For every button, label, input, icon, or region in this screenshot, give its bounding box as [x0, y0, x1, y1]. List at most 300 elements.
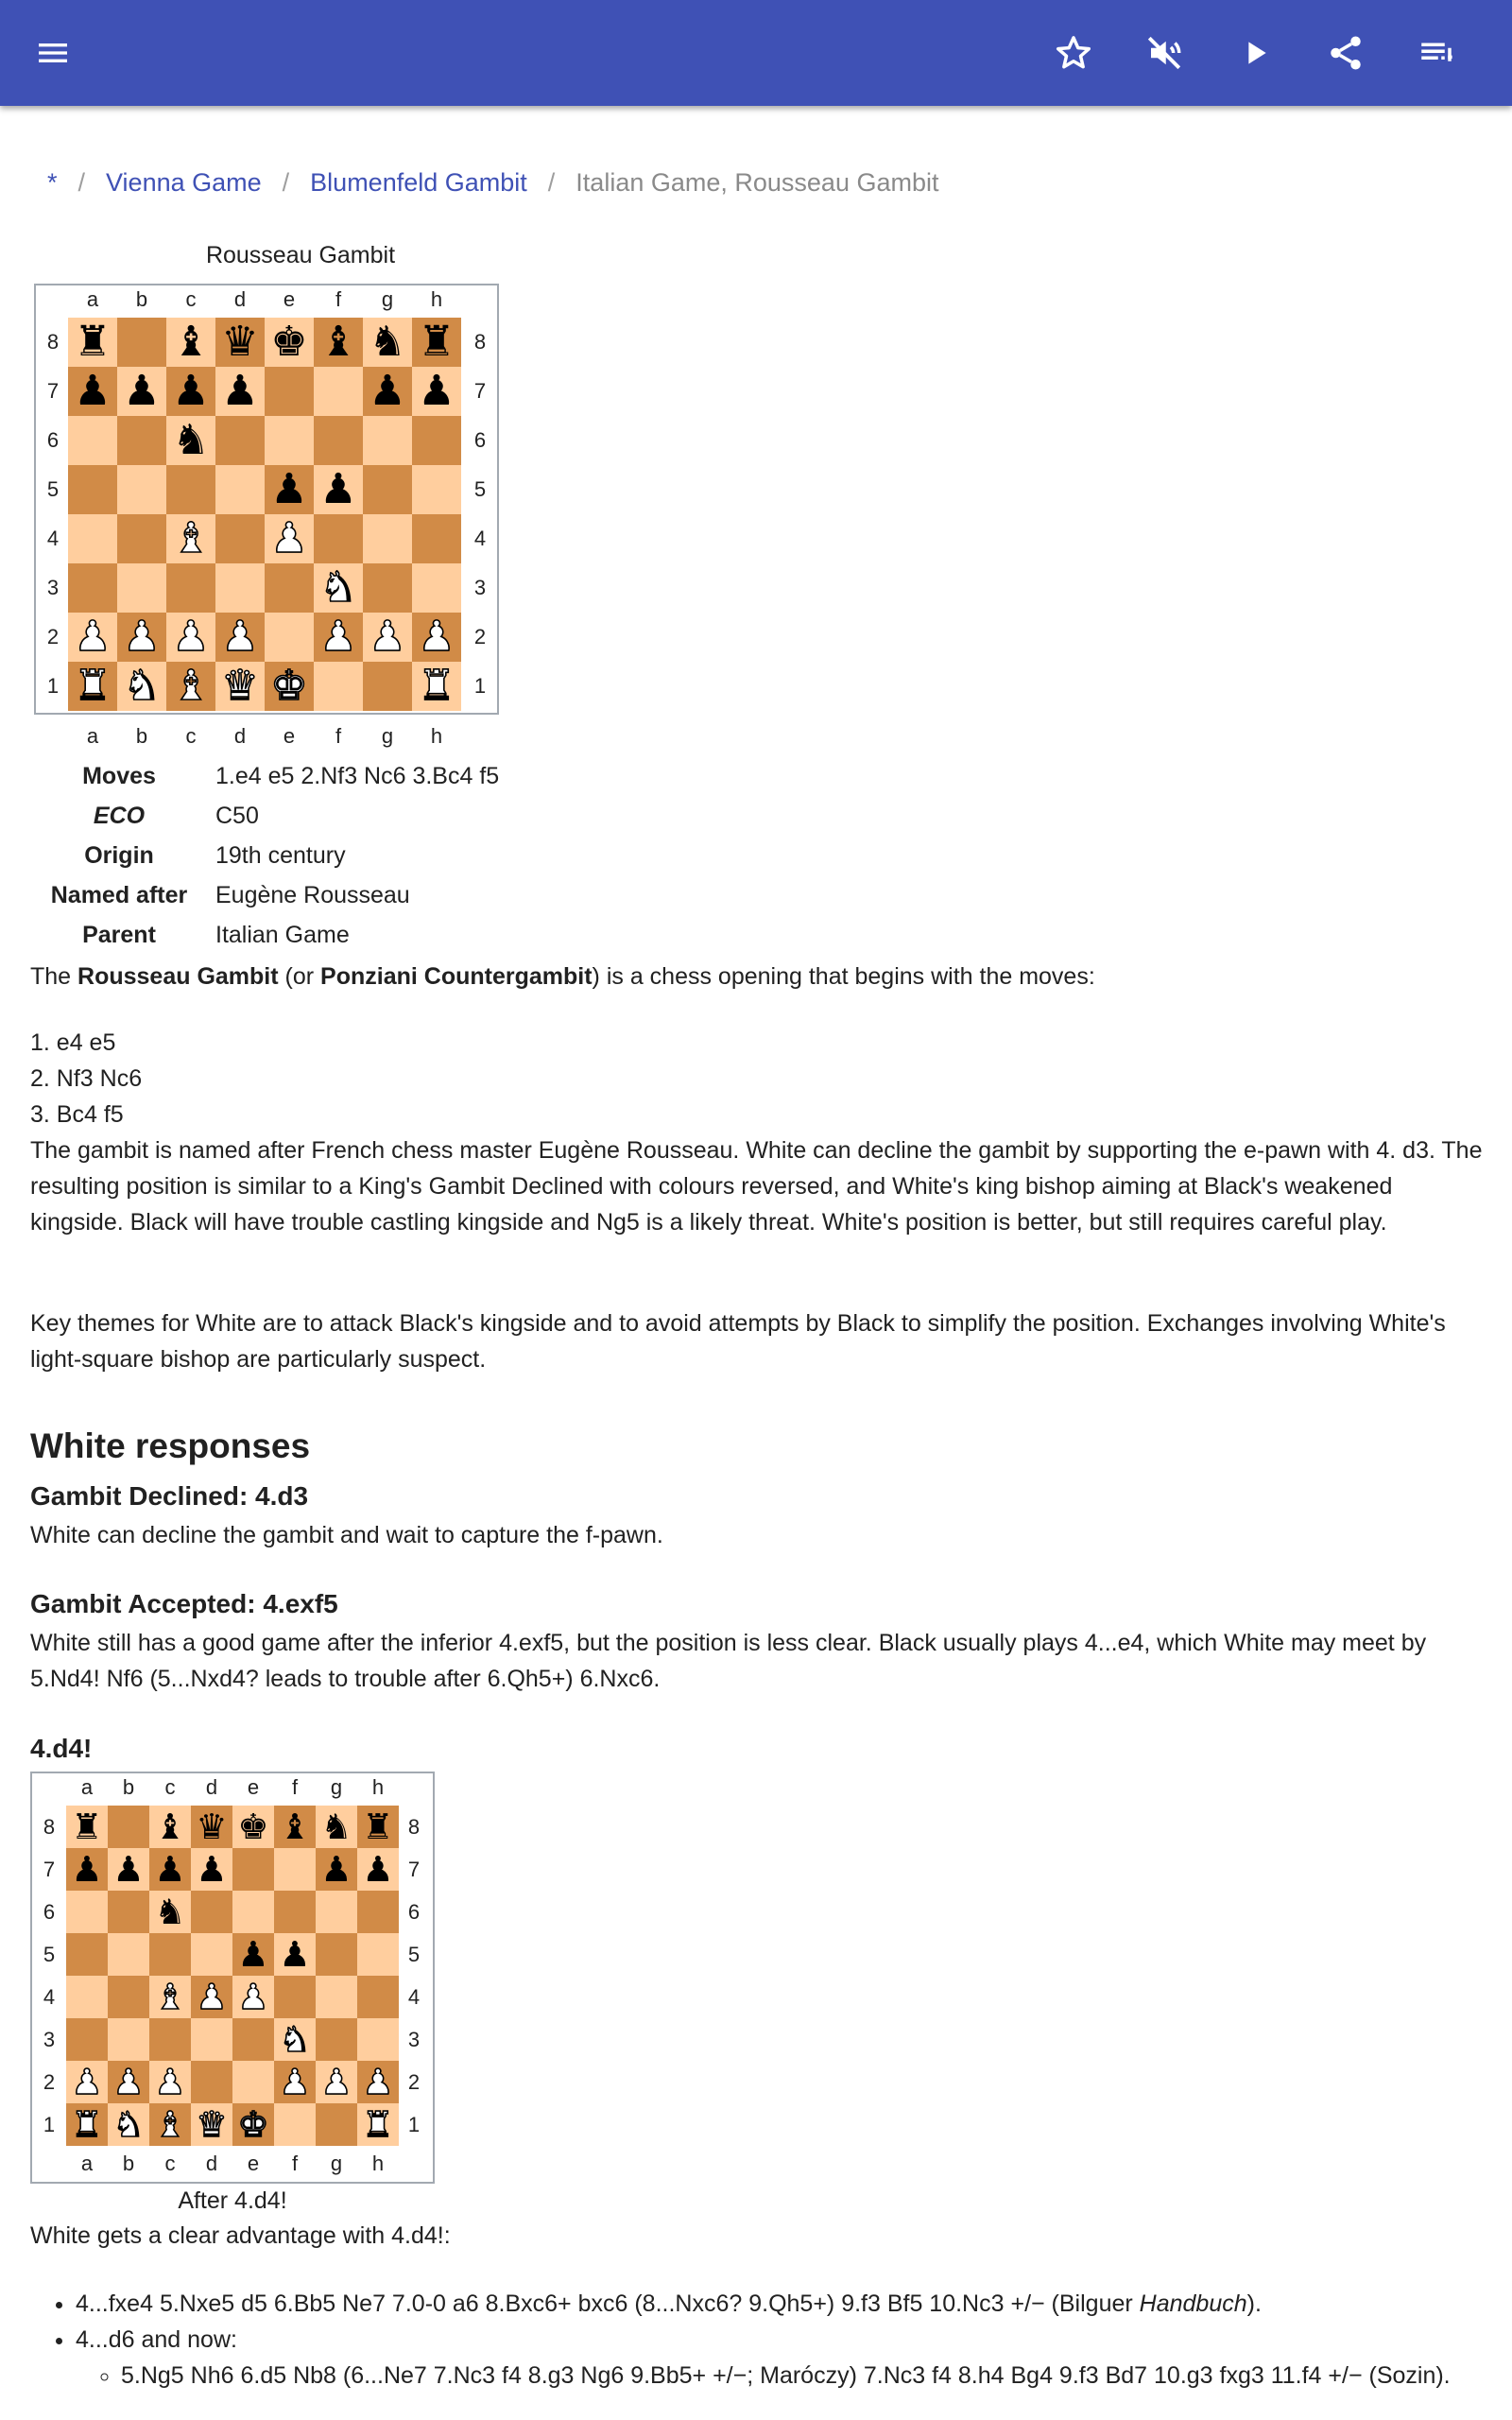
white-pawn-icon: ♟ — [71, 2063, 103, 2101]
board-square — [66, 2018, 108, 2061]
file-label: a — [86, 287, 99, 311]
move-line: 2. Nf3 Nc6 — [30, 1065, 143, 1092]
white-pawn-icon: ♟ — [320, 2063, 352, 2101]
file-label: c — [164, 1775, 176, 1799]
white-pawn-icon: ♟ — [123, 614, 161, 660]
rank-label: 4 — [473, 527, 487, 550]
rank-label: 8 — [46, 330, 60, 354]
black-queen-icon: ♛ — [221, 319, 259, 365]
opening-moves-list — [30, 1025, 1486, 1132]
star-icon[interactable] — [1047, 26, 1100, 79]
black-rook-icon: ♜ — [362, 1807, 394, 1846]
white-queen-icon: ♛ — [196, 2105, 228, 2144]
board-square — [265, 416, 314, 465]
white-bishop-icon: ♝ — [172, 663, 210, 709]
black-rook-icon: ♜ — [418, 319, 455, 365]
black-pawn-icon: ♟ — [362, 1850, 394, 1889]
text-run: 4...fxe4 5.Nxe5 d5 6.Bb5 Ne7 7.0-0 a6 8.Bxc6+ bxc6 (8...Nxc6? 9.Qh5+) 9.f3 Bf5 10.Nc3 +/− (Bilguer — [76, 2290, 1140, 2317]
board-square — [363, 662, 412, 711]
file-label: b — [122, 2152, 135, 2175]
file-label: d — [205, 1775, 218, 1799]
board-square — [357, 1806, 399, 1848]
file-label: d — [233, 724, 247, 748]
board-square — [66, 1848, 108, 1891]
board-square — [357, 1976, 399, 2018]
white-rook-icon: ♜ — [71, 2105, 103, 2144]
board-square — [274, 1891, 316, 1933]
board-square — [166, 367, 215, 416]
board-square — [149, 1976, 191, 2018]
move-line: 3. Bc4 f5 — [30, 1101, 124, 1128]
infobox-row-parent — [34, 915, 499, 955]
infobox-row-eco — [34, 796, 499, 836]
white-knight-icon: ♞ — [112, 2105, 145, 2144]
board-square — [191, 1891, 232, 1933]
black-bishop-icon: ♝ — [154, 1807, 186, 1846]
board-square — [232, 1976, 274, 2018]
file-label: f — [291, 2152, 299, 2175]
file-label: g — [330, 2152, 343, 2175]
rank-label: 7 — [473, 379, 487, 403]
board-square — [316, 1933, 357, 1976]
black-queen-icon: ♛ — [196, 1807, 228, 1846]
board-square — [215, 318, 265, 367]
infobox-value: C50 — [215, 802, 259, 829]
board-square — [314, 514, 363, 563]
board-square — [274, 1806, 316, 1848]
file-label: a — [80, 2152, 94, 2175]
white-pawn-icon: ♟ — [112, 2063, 145, 2101]
black-pawn-icon: ♟ — [123, 368, 161, 414]
white-pawn-icon: ♟ — [172, 614, 210, 660]
file-label: f — [291, 1775, 299, 1799]
rank-label: 3 — [407, 2027, 421, 2051]
black-bishop-icon: ♝ — [319, 319, 357, 365]
rank-label: 6 — [407, 1899, 421, 1924]
file-label: c — [185, 287, 197, 311]
board-square — [191, 1806, 232, 1848]
white-rook-icon: ♜ — [74, 663, 112, 709]
black-pawn-icon: ♟ — [172, 368, 210, 414]
black-pawn-icon: ♟ — [279, 1935, 311, 1974]
volume-off-icon[interactable] — [1138, 26, 1191, 79]
board-square — [265, 662, 314, 711]
rank-label: 5 — [407, 1942, 421, 1966]
black-king-icon: ♚ — [270, 319, 308, 365]
board-square — [412, 613, 461, 662]
infobox-label: ECO — [93, 802, 146, 829]
board-square — [108, 2103, 149, 2146]
board-square — [316, 1806, 357, 1848]
board-square — [265, 514, 314, 563]
board-square — [363, 613, 412, 662]
board-square — [215, 563, 265, 613]
file-label: e — [283, 287, 296, 311]
board-square — [232, 1848, 274, 1891]
white-bishop-icon: ♝ — [172, 515, 210, 562]
white-pawn-icon: ♟ — [279, 2063, 311, 2101]
breadcrumb-separator: / — [282, 168, 290, 197]
text-run: ). — [1246, 2290, 1262, 2317]
board-square — [68, 367, 117, 416]
black-pawn-icon: ♟ — [319, 466, 357, 512]
board-square — [66, 1933, 108, 1976]
board-square — [274, 1848, 316, 1891]
rank-label: 4 — [46, 527, 60, 550]
infobox-label: Moves — [82, 762, 156, 789]
file-label: b — [135, 287, 148, 311]
file-label: h — [430, 287, 443, 311]
board-square — [316, 2103, 357, 2146]
board-square — [363, 367, 412, 416]
board-square — [316, 1848, 357, 1891]
rank-label: 3 — [473, 576, 487, 599]
rank-label: 7 — [43, 1857, 56, 1881]
rank-label: 8 — [43, 1814, 56, 1839]
board-square — [117, 465, 166, 514]
file-label: b — [135, 724, 148, 748]
breadcrumb-link-blumenfeld-gambit[interactable]: Blumenfeld Gambit — [310, 168, 527, 197]
board-square — [191, 1933, 232, 1976]
gambit-description-paragraph: The gambit is named after French chess master Eugène Rousseau. White can decline the gambit by supporting the e-pawn with 4. d3. The resulting position is similar to a King's Gambit Declined with colours reversed, and White's king bishop aiming at Black's weakened kingside. Black will have trouble castling kingside and Ng5 is a likely threat. White's position is better, but still requires careful play. — [30, 1137, 1483, 1236]
white-pawn-icon: ♟ — [418, 614, 455, 660]
board-square — [191, 2018, 232, 2061]
breadcrumb-root-link[interactable]: * — [47, 168, 58, 197]
rank-label: 2 — [46, 625, 60, 648]
board-square — [412, 416, 461, 465]
board-square — [412, 563, 461, 613]
board-square — [166, 514, 215, 563]
black-pawn-icon: ♟ — [237, 1935, 269, 1974]
text-run: The — [30, 963, 78, 990]
board-square — [117, 318, 166, 367]
accepted-paragraph: White still has a good game after the inferior 4.exf5, but the position is less clear. Black usually plays 4...e4, which White may meet by 5.Nd4! Nf6 (5...Nxd4? leads to trouble after 6.Qh5+) 6.Nxc6. — [30, 1630, 1427, 1692]
board-square — [166, 563, 215, 613]
rank-label: 5 — [43, 1942, 56, 1966]
infobox-row-origin — [34, 836, 499, 875]
infobox-value: 19th century — [215, 841, 346, 869]
rank-label: 5 — [46, 477, 60, 501]
infobox-caption: Rousseau Gambit — [205, 242, 396, 268]
board-square — [316, 2018, 357, 2061]
rank-label: 6 — [473, 428, 487, 452]
section-heading: White responses — [30, 1426, 311, 1465]
black-pawn-icon: ♟ — [221, 368, 259, 414]
board-square — [357, 1933, 399, 1976]
board-square — [117, 514, 166, 563]
black-knight-icon: ♞ — [369, 319, 406, 365]
board-square — [274, 1976, 316, 2018]
board-square — [117, 367, 166, 416]
board-square — [363, 514, 412, 563]
board-square — [232, 2061, 274, 2103]
black-pawn-icon: ♟ — [154, 1850, 186, 1889]
white-pawn-icon: ♟ — [362, 2063, 394, 2101]
board-square — [215, 367, 265, 416]
bold-term: Ponziani Countergambit — [320, 963, 593, 990]
infobox-value: Eugène Rousseau — [215, 881, 410, 908]
board-square — [215, 613, 265, 662]
play-icon[interactable] — [1228, 26, 1281, 79]
board-square — [314, 662, 363, 711]
rank-label: 4 — [43, 1984, 56, 2009]
board-square — [363, 318, 412, 367]
share-icon[interactable] — [1319, 26, 1372, 79]
black-knight-icon: ♞ — [320, 1807, 352, 1846]
white-king-icon: ♚ — [237, 2105, 269, 2144]
file-label: e — [247, 1775, 260, 1799]
playlist-icon[interactable] — [1410, 26, 1463, 79]
board-square — [66, 2061, 108, 2103]
file-label: c — [164, 2152, 176, 2175]
move-line: 1. e4 e5 — [30, 1029, 116, 1056]
file-label: h — [430, 724, 443, 748]
white-bishop-icon: ♝ — [154, 1978, 186, 2016]
infobox-label: Named after — [50, 881, 188, 908]
board-square — [166, 318, 215, 367]
file-label: a — [86, 724, 99, 748]
white-bishop-icon: ♝ — [154, 2105, 186, 2144]
bold-term: Rousseau Gambit — [77, 963, 279, 990]
white-knight-icon: ♞ — [123, 663, 161, 709]
board-square — [149, 1933, 191, 1976]
board-square — [314, 367, 363, 416]
black-rook-icon: ♜ — [71, 1807, 103, 1846]
file-label: a — [80, 1775, 94, 1799]
white-knight-icon: ♞ — [279, 2020, 311, 2059]
app-toolbar — [0, 0, 1512, 106]
text-run: ) is a chess opening that begins with the moves: — [592, 963, 1095, 990]
black-pawn-icon: ♟ — [74, 368, 112, 414]
file-label: g — [330, 1775, 343, 1799]
board-square — [215, 662, 265, 711]
white-rook-icon: ♜ — [418, 663, 455, 709]
file-label: e — [247, 2152, 260, 2175]
black-pawn-icon: ♟ — [71, 1850, 103, 1889]
white-queen-icon: ♛ — [221, 663, 259, 709]
black-pawn-icon: ♟ — [270, 466, 308, 512]
board-square — [149, 2061, 191, 2103]
infobox-row-named-after — [34, 875, 499, 915]
board-square — [215, 416, 265, 465]
infobox-value: Italian Game — [215, 921, 350, 948]
board-square — [274, 2061, 316, 2103]
infobox-row-moves — [34, 756, 499, 796]
board-square — [117, 662, 166, 711]
breadcrumb-current: Italian Game, Rousseau Gambit — [576, 168, 939, 197]
white-pawn-icon: ♟ — [319, 614, 357, 660]
rank-label: 6 — [43, 1899, 56, 1924]
white-rook-icon: ♜ — [362, 2105, 394, 2144]
board-square — [68, 416, 117, 465]
board-square — [314, 318, 363, 367]
breadcrumb-separator: / — [547, 168, 556, 197]
board-square — [232, 1891, 274, 1933]
board-square — [108, 1933, 149, 1976]
infobox-table — [34, 756, 499, 955]
board-square — [166, 416, 215, 465]
board-square — [66, 1976, 108, 2018]
board-square — [265, 563, 314, 613]
board-square — [166, 662, 215, 711]
board-square — [274, 2018, 316, 2061]
black-king-icon: ♚ — [237, 1807, 269, 1846]
board-square — [232, 1933, 274, 1976]
board-square — [191, 2061, 232, 2103]
rank-label: 3 — [43, 2027, 56, 2051]
d4-intro-paragraph: White gets a clear advantage with 4.d4!: — [30, 2222, 451, 2249]
file-label: b — [122, 1775, 135, 1799]
board-square — [357, 1891, 399, 1933]
file-label: e — [283, 724, 296, 748]
board-square — [68, 318, 117, 367]
white-knight-icon: ♞ — [319, 564, 357, 611]
list-item — [76, 2286, 1493, 2322]
infobox-label: Parent — [82, 921, 156, 948]
file-label: d — [205, 2152, 218, 2175]
rank-label: 2 — [43, 2069, 56, 2094]
board-square — [66, 2103, 108, 2146]
board-square — [66, 1806, 108, 1848]
rank-label: 8 — [407, 1814, 421, 1839]
variation-list — [76, 2286, 1493, 2394]
board-square — [412, 662, 461, 711]
subsection-heading-accepted: Gambit Accepted: 4.exf5 — [30, 1589, 338, 1618]
board-square — [149, 1848, 191, 1891]
board-square — [108, 1848, 149, 1891]
board-square — [191, 1848, 232, 1891]
black-pawn-icon: ♟ — [320, 1850, 352, 1889]
board-square — [316, 2061, 357, 2103]
board-square — [108, 1891, 149, 1933]
file-label: g — [381, 724, 394, 748]
board-square — [314, 613, 363, 662]
black-bishop-icon: ♝ — [279, 1807, 311, 1846]
white-pawn-icon: ♟ — [196, 1978, 228, 2016]
subsection-heading-d4: 4.d4! — [30, 1734, 93, 1763]
board-square — [191, 2103, 232, 2146]
text-run: (or — [278, 963, 321, 990]
file-label: f — [335, 724, 342, 748]
black-knight-icon: ♞ — [154, 1893, 186, 1931]
key-themes-paragraph: Key themes for White are to attack Black's kingside and to avoid attempts by Black to simplify the position. Exchanges involving White's light-square bishop are particularly suspect. — [30, 1310, 1446, 1373]
board-square — [357, 2061, 399, 2103]
board-square — [149, 1806, 191, 1848]
board-square — [117, 563, 166, 613]
italic-term: Handbuch — [1139, 2290, 1247, 2317]
board-square — [117, 613, 166, 662]
board-square — [316, 1891, 357, 1933]
board-square — [68, 662, 117, 711]
board-square — [149, 2103, 191, 2146]
board-square — [66, 1891, 108, 1933]
board-square — [232, 2018, 274, 2061]
rank-label: 1 — [43, 2112, 56, 2136]
rank-label: 6 — [46, 428, 60, 452]
board-square — [166, 465, 215, 514]
file-label: f — [335, 287, 342, 311]
board-square — [232, 2103, 274, 2146]
board-square — [265, 465, 314, 514]
file-label: h — [371, 2152, 385, 2175]
board-square — [363, 416, 412, 465]
white-pawn-icon: ♟ — [237, 1978, 269, 2016]
d4-board-caption: After 4.d4! — [178, 2187, 287, 2214]
board-square — [108, 1976, 149, 2018]
rank-label: 2 — [407, 2069, 421, 2094]
menu-icon[interactable] — [26, 26, 79, 79]
intro-paragraph — [30, 959, 1486, 994]
board-square — [357, 1848, 399, 1891]
board-square — [265, 367, 314, 416]
board-square — [108, 2018, 149, 2061]
white-pawn-icon: ♟ — [154, 2063, 186, 2101]
sub-variation-list — [76, 2358, 1493, 2394]
breadcrumb — [47, 168, 938, 198]
board-square — [314, 416, 363, 465]
board-square — [363, 563, 412, 613]
file-label: g — [381, 287, 394, 311]
subsection-heading-declined: Gambit Declined: 4.d3 — [30, 1481, 309, 1511]
board-square — [68, 514, 117, 563]
list-item: ◦ 5.Ng5 Nh6 6.d5 Nb8 (6...Ne7 7.Nc3 f4 8.g3 Ng6 9.Bb5+ +/−; Maróczy) 7.Nc3 f4 8.h4 Bg4 9.f3 Bd7 10.g3 fxg3 11.f4 +/− (Sozin). — [121, 2358, 1493, 2394]
black-pawn-icon: ♟ — [418, 368, 455, 414]
breadcrumb-link-vienna-game[interactable]: Vienna Game — [106, 168, 262, 197]
file-label: h — [371, 1775, 385, 1799]
declined-paragraph: White can decline the gambit and wait to capture the f-pawn. — [30, 1522, 663, 1548]
board-square — [68, 613, 117, 662]
file-label: c — [185, 724, 197, 748]
infobox-label: Origin — [84, 841, 154, 869]
board-square — [357, 2103, 399, 2146]
board-square — [274, 1933, 316, 1976]
black-pawn-icon: ♟ — [369, 368, 406, 414]
board-square — [265, 318, 314, 367]
black-knight-icon: ♞ — [172, 417, 210, 463]
board-square — [314, 465, 363, 514]
rank-label: 4 — [407, 1984, 421, 2009]
rank-label: 7 — [46, 379, 60, 403]
board-square — [412, 465, 461, 514]
board-square — [412, 318, 461, 367]
main-chessboard — [68, 318, 461, 711]
rank-label: 7 — [407, 1857, 421, 1881]
board-square — [412, 367, 461, 416]
board-square — [363, 465, 412, 514]
rank-label: 1 — [473, 674, 487, 698]
black-rook-icon: ♜ — [74, 319, 112, 365]
white-pawn-icon: ♟ — [74, 614, 112, 660]
board-square — [232, 1806, 274, 1848]
rank-label: 5 — [473, 477, 487, 501]
board-square — [117, 416, 166, 465]
white-pawn-icon: ♟ — [221, 614, 259, 660]
board-square — [274, 2103, 316, 2146]
board-square — [149, 2018, 191, 2061]
list-item — [76, 2322, 1493, 2394]
board-square — [215, 465, 265, 514]
board-square — [314, 563, 363, 613]
black-pawn-icon: ♟ — [112, 1850, 145, 1889]
board-square — [108, 1806, 149, 1848]
file-label: d — [233, 287, 247, 311]
board-square — [108, 2061, 149, 2103]
text-run: 4...d6 and now: — [76, 2326, 237, 2353]
black-bishop-icon: ♝ — [172, 319, 210, 365]
board-square — [412, 514, 461, 563]
rank-label: 3 — [46, 576, 60, 599]
rank-label: 1 — [407, 2112, 421, 2136]
